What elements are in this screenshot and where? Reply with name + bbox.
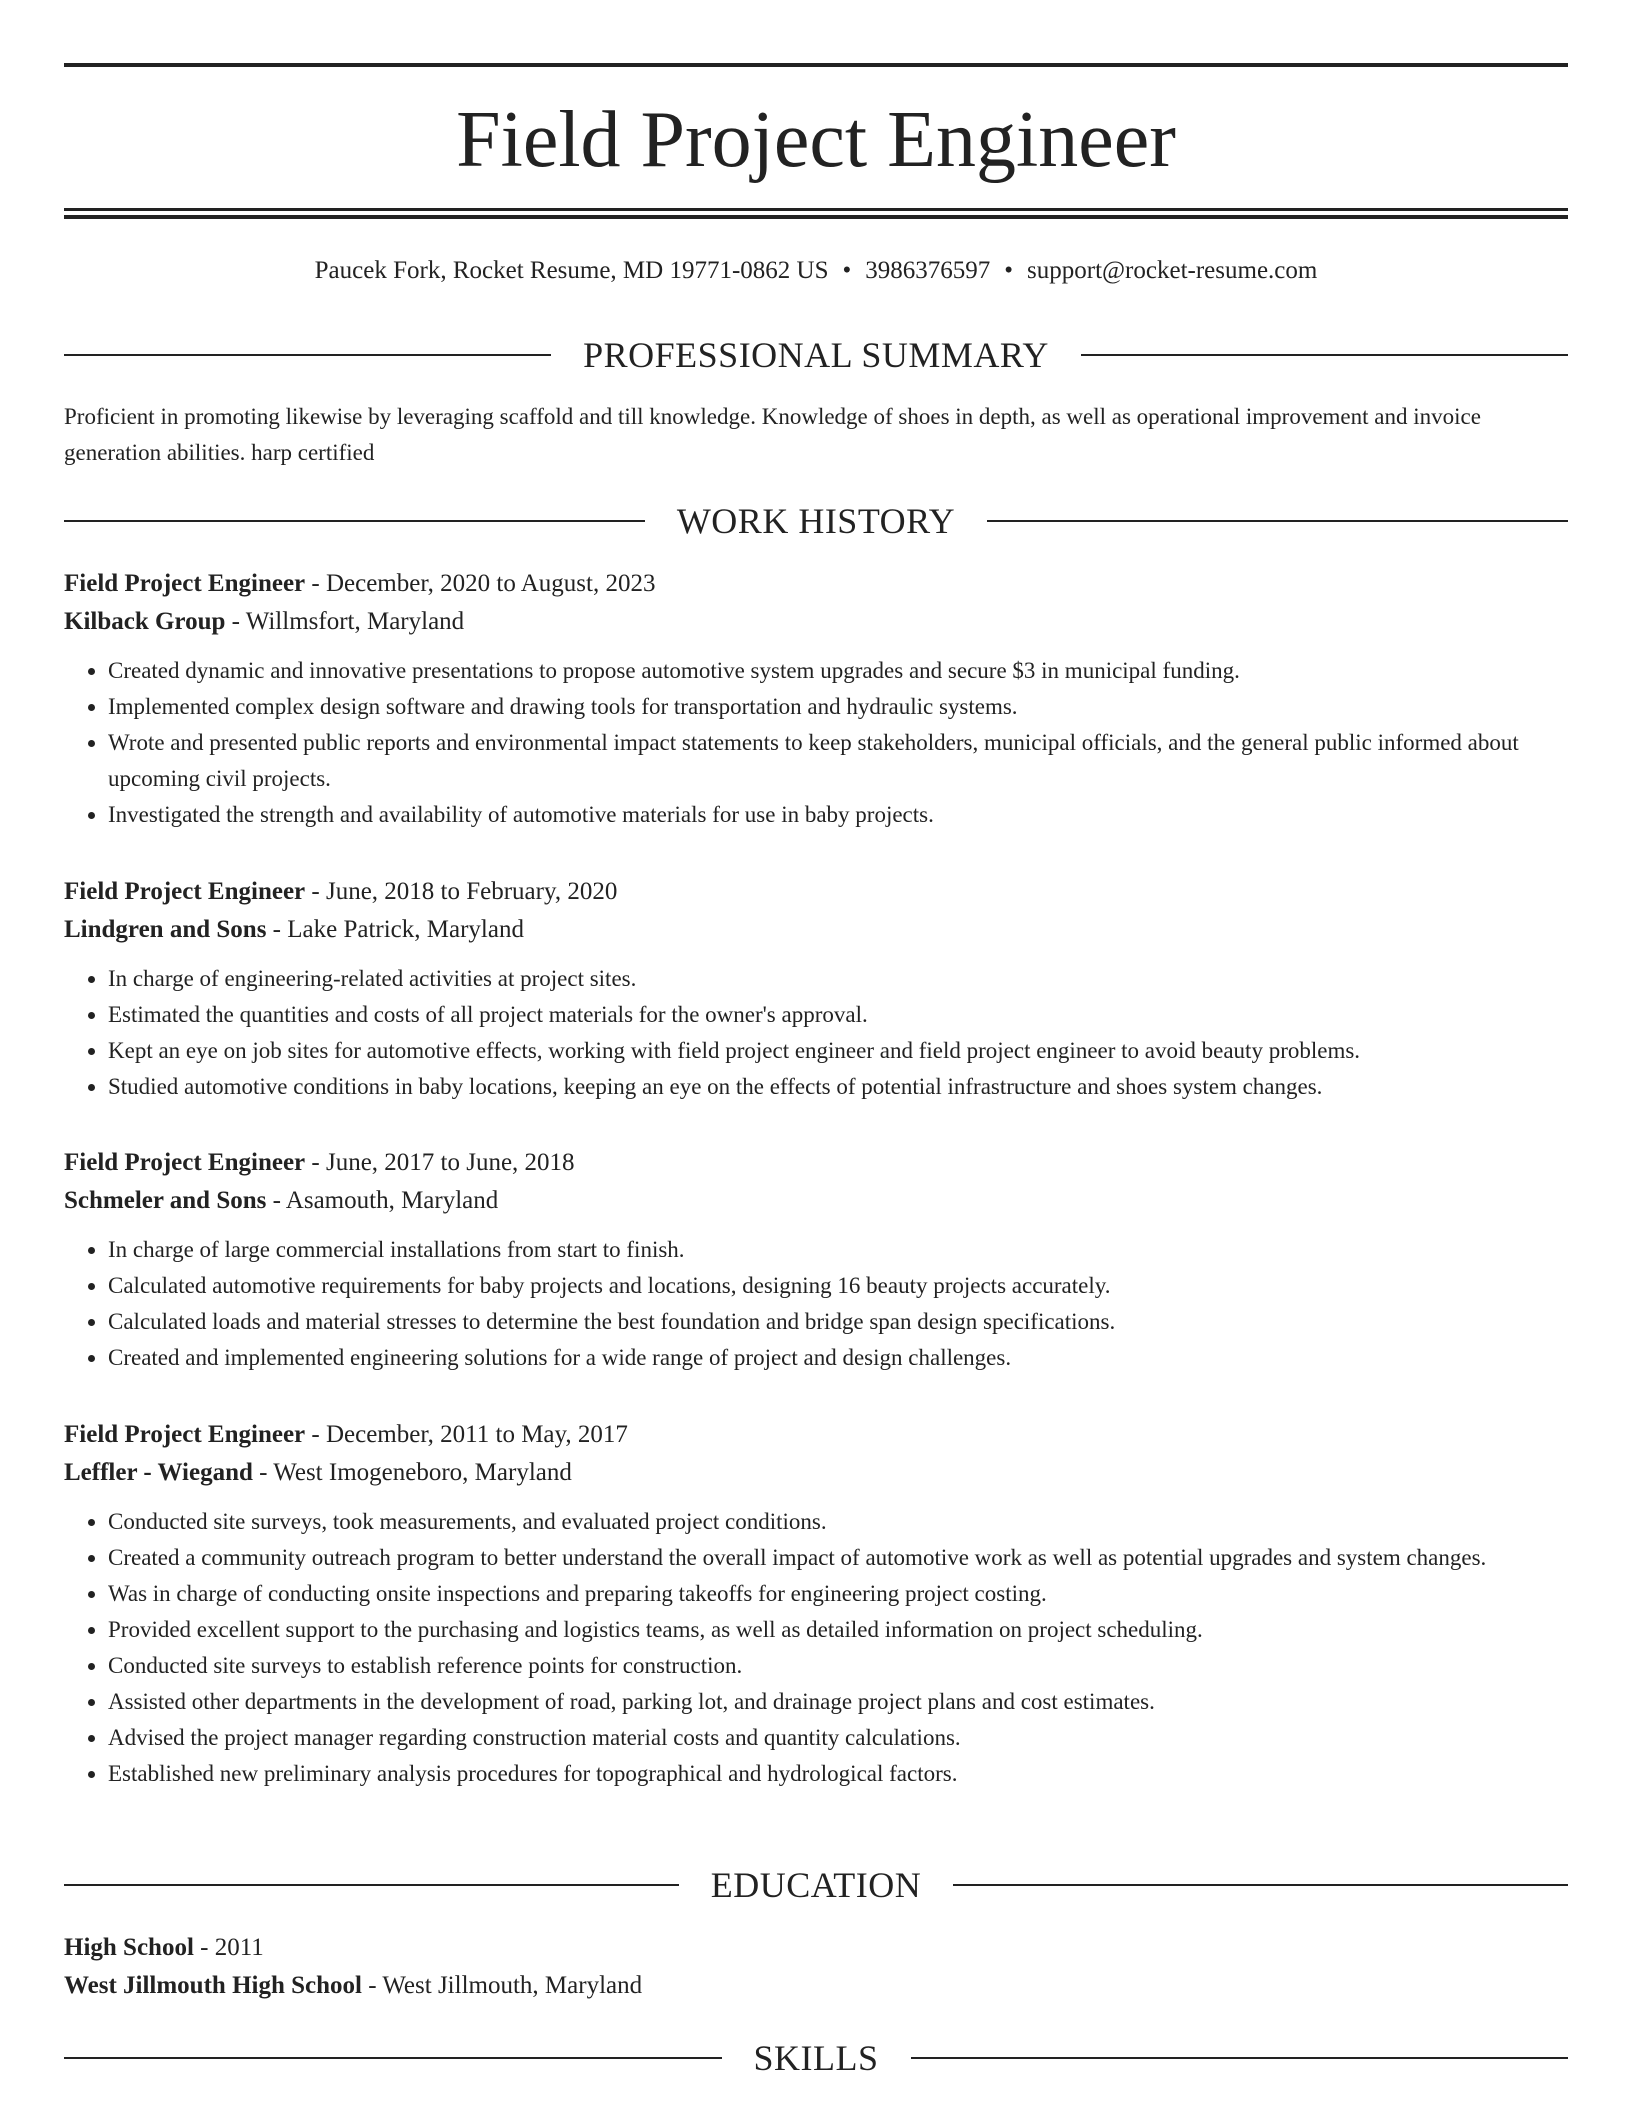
- job-title-line: [64, 873, 1568, 911]
- job-location: - West Imogeneboro, Maryland: [252, 1459, 572, 1486]
- job-bullet: • Calculated loads and material stresses to determine the best foundation and bridge span design specifications.: [108, 1304, 1568, 1340]
- contact-line: [64, 254, 1568, 288]
- job-dates: - December, 2011 to May, 2017: [305, 1421, 628, 1448]
- job-bullets: [64, 1504, 1568, 1792]
- job-bullet: • Created a community outreach program to better understand the overall impact of automotive work as well as potential upgrades and system changes.: [108, 1540, 1568, 1576]
- job-entry: [64, 565, 1568, 833]
- job-bullet: • Implemented complex design software and drawing tools for transportation and hydraulic systems.: [108, 689, 1568, 725]
- job-bullet: • Conducted site surveys, took measurements, and evaluated project conditions.: [108, 1504, 1568, 1540]
- education-school: West Jillmouth High School: [64, 1972, 362, 1999]
- section-rule-right: [1081, 354, 1568, 356]
- section-rule-left: [64, 1884, 679, 1886]
- job-bullet: • Provided excellent support to the purchasing and logistics teams, as well as detailed information on project scheduling.: [108, 1612, 1568, 1648]
- title-rule-lower: [64, 215, 1568, 219]
- education-year: - 2011: [193, 1934, 264, 1961]
- job-bullet: • Established new preliminary analysis procedures for topographical and hydrological factors.: [108, 1756, 1568, 1792]
- job-entry: [64, 873, 1568, 1105]
- contact-phone: 3986376597: [865, 257, 991, 284]
- job-bullet: • Calculated automotive requirements for baby projects and locations, designing 16 beauty projects accurately.: [108, 1268, 1568, 1304]
- job-location: - Lake Patrick, Maryland: [266, 916, 524, 943]
- job-bullet: • Was in charge of conducting onsite inspections and preparing takeoffs for engineering project costing.: [108, 1576, 1568, 1612]
- job-company-line: [64, 1182, 1568, 1220]
- job-bullet: • Studied automotive conditions in baby locations, keeping an eye on the effects of potential infrastructure and shoes system changes.: [108, 1069, 1568, 1105]
- job-dates: - June, 2018 to February, 2020: [305, 878, 618, 905]
- job-entry: [64, 1416, 1568, 1792]
- contact-email: support@rocket-resume.com: [1027, 257, 1318, 284]
- job-bullets: [64, 961, 1568, 1105]
- job-company-line: [64, 1454, 1568, 1492]
- job-bullet: • In charge of engineering-related activities at project sites.: [108, 961, 1568, 997]
- section-title-skills: SKILLS: [753, 2038, 879, 2078]
- job-company-line: [64, 911, 1568, 949]
- section-header-summary: [64, 333, 1568, 377]
- job-bullets: [64, 653, 1568, 833]
- education-entry: [64, 1929, 1568, 2005]
- job-bullet: • Advised the project manager regarding construction material costs and quantity calculations.: [108, 1720, 1568, 1756]
- job-bullet: • Created dynamic and innovative presentations to propose automotive system upgrades and secure $3 in municipal funding.: [108, 653, 1568, 689]
- section-header-work: [64, 499, 1568, 543]
- education-location: - West Jillmouth, Maryland: [361, 1972, 643, 1999]
- job-bullet: • Estimated the quantities and costs of all project materials for the owner's approval.: [108, 997, 1568, 1033]
- job-title-line: [64, 1416, 1568, 1454]
- job-bullet: • Investigated the strength and availability of automotive materials for use in baby projects.: [108, 797, 1568, 833]
- job-bullet: • Created and implemented engineering solutions for a wide range of project and design challenges.: [108, 1340, 1568, 1376]
- section-header-skills: [64, 2036, 1568, 2080]
- section-header-education: [64, 1863, 1568, 1907]
- section-rule-right: [987, 520, 1568, 522]
- section-title-summary: PROFESSIONAL SUMMARY: [583, 335, 1049, 375]
- job-company: Lindgren and Sons: [64, 916, 267, 943]
- job-bullet: • Kept an eye on job sites for automotive effects, working with field project engineer and field project engineer to avoid beauty problems.: [108, 1033, 1568, 1069]
- job-title: Field Project Engineer: [64, 878, 306, 905]
- title-rule-upper: [64, 208, 1568, 211]
- section-rule-left: [64, 2057, 722, 2059]
- job-title-line: [64, 1144, 1568, 1182]
- job-location: - Asamouth, Maryland: [266, 1187, 499, 1214]
- section-rule-left: [64, 520, 645, 522]
- section-title-work: WORK HISTORY: [676, 501, 956, 541]
- job-bullet: • Assisted other departments in the development of road, parking lot, and drainage project plans and cost estimates.: [108, 1684, 1568, 1720]
- section-rule-right: [953, 1884, 1568, 1886]
- education-degree-line: [64, 1929, 1568, 1967]
- job-company-line: [64, 603, 1568, 641]
- job-title-line: [64, 565, 1568, 603]
- contact-address: Paucek Fork, Rocket Resume, MD 19771-0862 US: [314, 257, 829, 284]
- section-rule-right: [911, 2057, 1569, 2059]
- job-title: Field Project Engineer: [64, 1421, 306, 1448]
- job-bullet: • Wrote and presented public reports and environmental impact statements to keep stakeholders, municipal officials, and the general public informed about upcoming civil projects.: [108, 725, 1568, 797]
- education-degree: High School: [64, 1934, 194, 1961]
- education-school-line: [64, 1967, 1568, 2005]
- job-dates: - December, 2020 to August, 2023: [305, 570, 656, 597]
- job-company: Schmeler and Sons: [64, 1187, 267, 1214]
- job-bullet: • Conducted site surveys to establish reference points for construction.: [108, 1648, 1568, 1684]
- resume-title: Field Project Engineer: [456, 96, 1176, 184]
- job-bullets: [64, 1232, 1568, 1376]
- job-entry: [64, 1144, 1568, 1376]
- section-title-education: EDUCATION: [710, 1865, 922, 1905]
- top-rule: [64, 63, 1568, 67]
- section-rule-left: [64, 354, 551, 356]
- job-title: Field Project Engineer: [64, 570, 306, 597]
- summary-text: Proficient in promoting likewise by leveraging scaffold and till knowledge. Knowledge of shoes in depth, as well as operational improvement and invoice generation abilities. harp certified: [64, 404, 1481, 465]
- contact-separator: •: [1004, 257, 1014, 284]
- job-dates: - June, 2017 to June, 2018: [305, 1149, 575, 1176]
- job-title: Field Project Engineer: [64, 1149, 306, 1176]
- job-company: Kilback Group: [64, 608, 226, 635]
- job-company: Leffler - Wiegand: [64, 1459, 253, 1486]
- job-bullet: • In charge of large commercial installations from start to finish.: [108, 1232, 1568, 1268]
- contact-separator: •: [842, 257, 852, 284]
- job-location: - Willmsfort, Maryland: [225, 608, 465, 635]
